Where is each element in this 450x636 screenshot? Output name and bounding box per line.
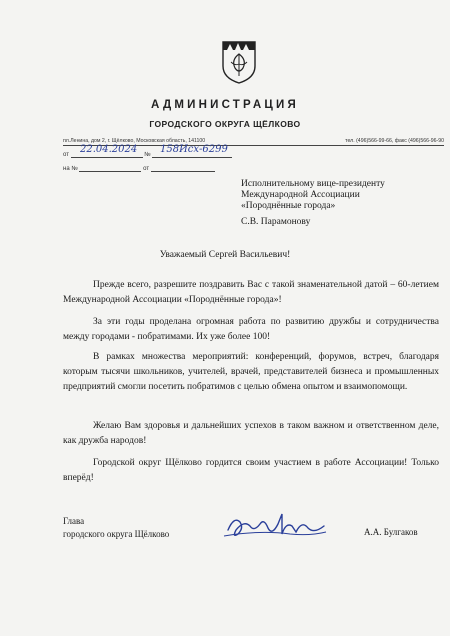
reference-number-row (63, 164, 215, 172)
handwritten-number: 158Исх-6299 (160, 144, 228, 155)
ref-number-line (79, 164, 141, 172)
paragraph-3 (63, 350, 439, 395)
handwritten-signature (220, 508, 330, 544)
ref-date-line (151, 164, 215, 172)
city-emblem-icon (221, 40, 257, 84)
signatory-title-line: городского округа Щёлково (63, 529, 170, 539)
paragraph-text: В рамках множества мероприятий: конференций, форумов, встреч, благодаря которым тысячи школьников, учителей, врачей, представителей бизнеса и промышленных предприятий смогли посетить побратимов с целью обмена опытом и взаимопомощи. (63, 352, 439, 392)
paragraph-text: Городской округ Щёлково гордится своим участием в работе Ассоциации! Только вперёд! (63, 458, 439, 483)
addressee-block (241, 179, 446, 212)
ref-date-prefix: от (143, 166, 150, 172)
paragraph-text: Прежде всего, разрешите поздравить Вас с такой знаменательной датой – 60-летием Международной Ассоциации «Породнённые города»! (63, 280, 439, 305)
signatory-name: А.А. Булгаков (364, 527, 418, 537)
greeting: Уважаемый Сергей Васильевич! (159, 250, 291, 260)
organization-title: АДМИНИСТРАЦИЯ (151, 99, 299, 111)
number-prefix: № (144, 152, 151, 158)
paragraph-4 (63, 419, 439, 449)
address-text: пл.Ленина, дом 2, г. Щёлково, Московская область, 141100 (63, 138, 206, 144)
signatory-title (63, 515, 169, 541)
addressee-line: Исполнительному вице-президенту (241, 179, 385, 189)
handwritten-date: 22.04.2024 (80, 144, 138, 155)
paragraph-5 (63, 456, 439, 486)
paragraph-text: За эти годы проделана огромная работа по развитию дружбы и сотрудничества между городами - побратимами. Их уже более 100! (63, 317, 439, 342)
paragraph-1 (63, 278, 439, 308)
ref-prefix: на № (63, 166, 78, 172)
paragraph-text: Желаю Вам здоровья и дальнейших успехов в таком важном и ответственном деле, как дружба народов! (63, 421, 439, 446)
organization-subtitle: ГОРОДСКОГО ОКРУГА ЩЁЛКОВО (149, 119, 301, 129)
paragraph-2 (63, 315, 439, 345)
addressee-line: Международной Ассоциации (241, 190, 360, 200)
date-prefix: от (63, 152, 69, 158)
phone-text: тел. (496)566-99-66, факс (496)566-96-90 (345, 138, 444, 144)
signatory-title-line: Глава (63, 516, 85, 526)
addressee-name: С.В. Парамонову (241, 217, 311, 227)
addressee-line: «Породнённые города» (241, 201, 336, 211)
